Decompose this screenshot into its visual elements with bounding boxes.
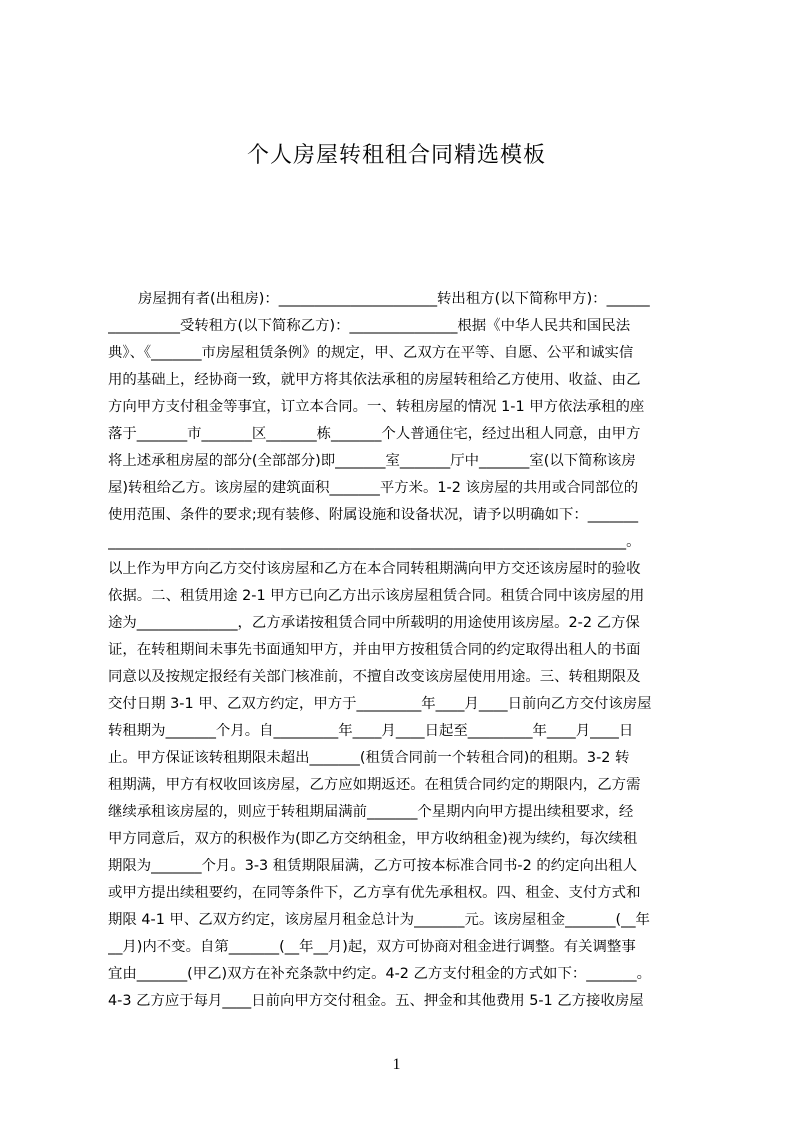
- body-line: 依据。二、租赁用途 2-1 甲方已向乙方出示该房屋租赁合同。租赁合同中该房屋的用: [108, 588, 645, 604]
- body-line: 将上述承租房屋的部分(全部部分)即_______室_______厅中_______室(以下简称该房: [108, 453, 636, 469]
- body-line: 同意以及按规定报经有关部门核准前，不擅自改变该房屋使用用途。三、转租期限及: [108, 669, 641, 685]
- body-line: __月)内不变。自第_______(__年__月)起，双方可协商对租金进行调整。有关调整事: [108, 939, 636, 955]
- body-line: 以上作为甲方向乙方交付该房屋和乙方在本合同转租期满向甲方交还该房屋时的验收: [108, 561, 641, 577]
- body-line: 继续承租该房屋的，则应于转租期届满前_______个星期内向甲方提出续租要求，经: [108, 804, 634, 820]
- body-line: 落于_______市_______区_______栋_______个人普通住宅，经过出租人同意，由甲方: [108, 426, 641, 442]
- body-line: 或甲方提出续租要约，在同等条件下，乙方享有优先承租权。四、租金、支付方式和: [108, 885, 641, 901]
- body-line: __________受转租方(以下简称乙方)：_______________根据《中华人民共和国民法: [108, 318, 631, 334]
- body-line: 转租期为_______个月。自_________年____月____日起至_________年____月____日: [108, 723, 634, 739]
- body-line: 途为______________，乙方承诺按租赁合同中所载明的用途使用该房屋。2-2 乙方保: [108, 615, 640, 631]
- body-line: 使用范围、条件的要求;现有装修、附属设施和设备状况，请予以明确如下：_______: [108, 507, 639, 523]
- document-title: 个人房屋转租租合同精选模板: [246, 143, 546, 168]
- body-line: 止。甲方保证该转租期限未超出_______(租赁合同前一个转租合同)的租期。3-2 转: [108, 750, 630, 766]
- body-line: 期限 4-1 甲、乙双方约定，该房屋月租金总计为_______元。该房屋租金_______(__年: [108, 912, 650, 928]
- body-line: 屋)转租给乙方。该房屋的建筑面积_______平方米。1-2 该房屋的共用或合同部位的: [108, 480, 639, 496]
- body-line: 房屋拥有者(出租房)：______________________转出租方(以下简称甲方)：______: [138, 291, 650, 307]
- body-line: 用的基础上，经协商一致，就甲方将其依法承租的房屋转租给乙方使用、收益、由乙: [108, 372, 641, 388]
- body-line: 方向甲方支付租金等事宜，订立本合同。一、转租房屋的情况 1-1 甲方依法承租的座: [108, 399, 645, 415]
- body-line: 期限为_______个月。3-3 租赁期限届满，乙方可按本标准合同书-2 的约定向出租人: [108, 858, 638, 874]
- body-line: 交付日期 3-1 甲、乙双方约定，甲方于_________年____月____日前向乙方交付该房屋: [108, 696, 652, 712]
- body-line: ________________________________________________________________________。: [108, 534, 641, 550]
- page-number: 1: [392, 1056, 401, 1073]
- body-line: 租期满，甲方有权收回该房屋，乙方应如期返还。在租赁合同约定的期限内，乙方需: [108, 777, 641, 793]
- body-line: 典》、《_______市房屋租赁条例》的规定，甲、乙双方在平等、自愿、公平和诚实信: [108, 345, 634, 361]
- body-line: 证，在转租期间未事先书面通知甲方，并由甲方按租赁合同的约定取得出租人的书面: [108, 642, 641, 658]
- body-line: 甲方同意后，双方的积极作为(即乙方交纳租金，甲方收纳租金)视为续约，每次续租: [108, 831, 638, 847]
- body-line: 宜由_______(甲乙)双方在补充条款中约定。4-2 乙方支付租金的方式如下：_______。: [108, 966, 651, 982]
- contract-body: [108, 286, 702, 1015]
- body-line: 4-3 乙方应于每月____日前向甲方交付租金。五、押金和其他费用 5-1 乙方接收房屋: [108, 993, 644, 1009]
